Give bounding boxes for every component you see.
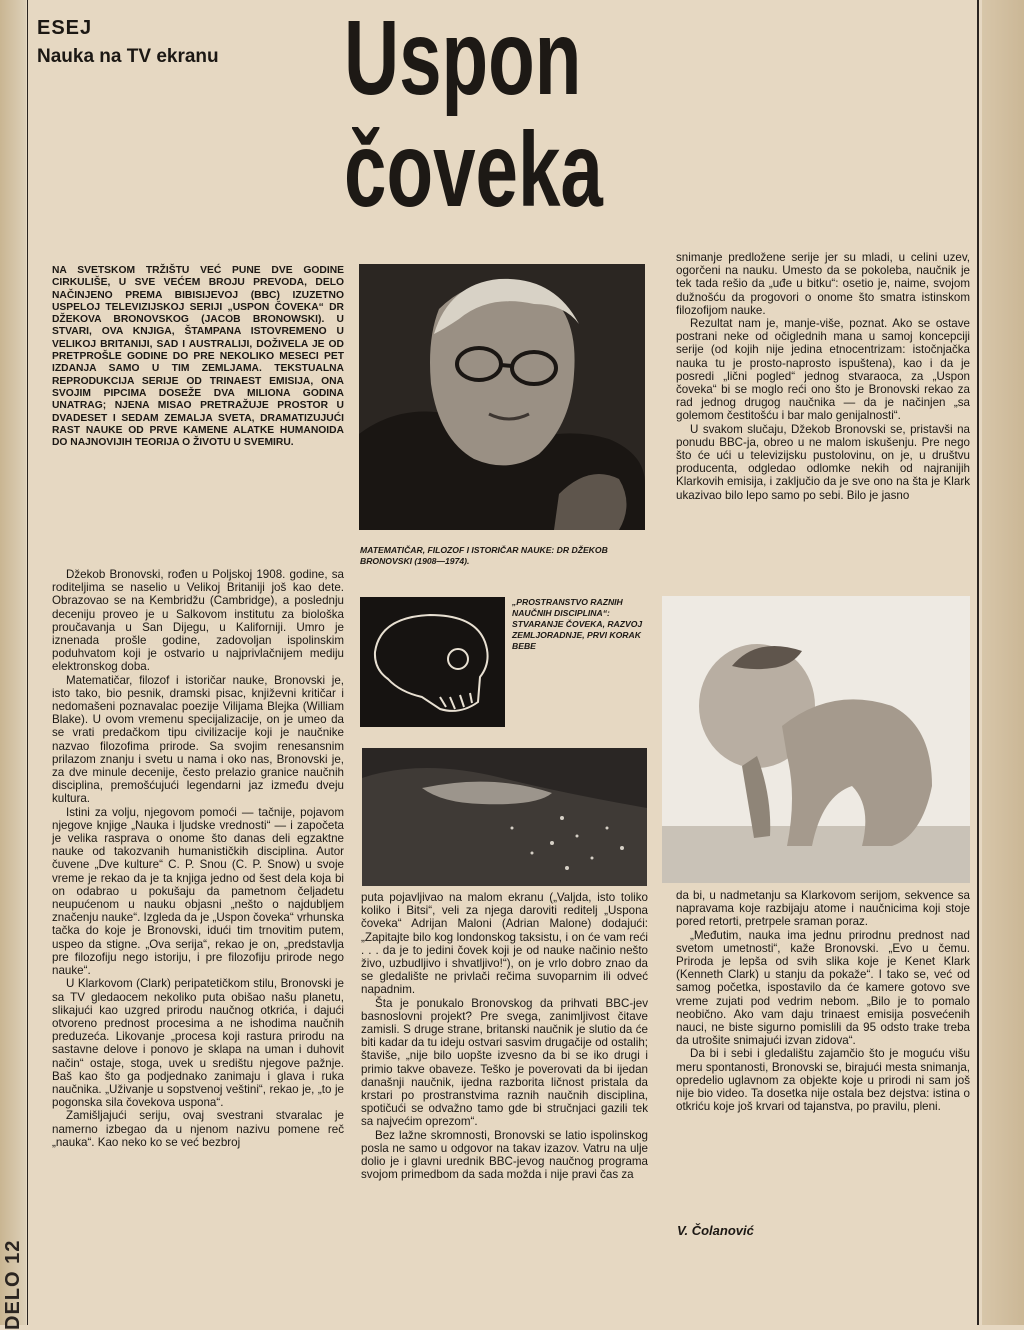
portrait-caption: MATEMATIČAR, FILOZOF I ISTORIČAR NAUKE: DR DŽEKOB BRONOVSKI (1908—1974). [360,545,608,566]
left-rule [27,0,28,1325]
body-column-2 [361,891,648,1181]
right-rule [977,0,979,1325]
skull-drawing-icon [360,597,505,727]
article-headline [344,0,603,229]
paragraph: „Međutim, nauka ima jednu prirodnu prednost nad svetom umetnosti“, kaže Bronovski. „Evo u čemu. Priroda je lepša od svih slika koje je Kenet Klark (Kenneth Clark) u stanju da pokaže“. I tako se, već od samog početka, ispostavilo da će kamere gotovo sve vreme zujati pod vedrim nebom. „Bilo je to pomalo neobično. Ako vam daju trinaest emisija posvećenih nauci, ne biste sigurno pomislili da 95 odsto trake treba da utrošite snimajući izvan zidova“. [676,928,970,1048]
portrait-photo [359,264,645,530]
paragraph: Džekob Bronovski, rođen u Poljskoj 1908. godine, sa roditeljima se naselio u Velikoj Britaniji još kao dete. Obrazovao se na Kembridžu (Cambridge), a poslednju deceniju proveo je u Salkovom institutu za biološka proučavanja u San Dijegu, u Kaliforniji. Umro je iznenada prošle godine, zadovoljan ispolinskim poduhvatom koji je ostvario u najprivlačnijem mediju elektronskog doba. [52,568,344,674]
paragraph: puta pojavljivao na malom ekranu („Valjda, isto toliko koliko i Bitsi“, veli za njega daroviti reditelj „Uspona čoveka“ Adrijan Maloni (Adrian Malone) dodajući: „Zapitajte bilo kog londonskog taksistu, i on će vam reći . . . da je to jedini čovek koji je od nauke načinio nešto živo, uzbudljivo i shvatljivo!“), on je vrlo dobro znao da se gledalište ne privlači rečima suvoparnim ili odveć napadnim. [361,891,648,997]
paragraph: Rezultat nam je, manje-više, poznat. Ako se ostave postrani neke od očiglednih mana u samoj koncepciji serije (od kojih nije jedina etnocentrizam: istočnjačka nauka tu je prosto-naprosto ispuštena), kao i da je posredi „lični pogled“ jednog stvaraoca, za „Uspon čoveka“ bi se moglo reći ono što je Bronovski rekao za rad jednog drugog naučnika — da je načinjen „sa golemom čestitošću i bar malo genijalnosti“. [676,317,970,423]
lead-paragraph: NA SVETSKOM TRŽIŠTU VEĆ PUNE DVE GODINE CIRKULIŠE, U SVE VEĆEM BROJU PREVODA, DELO NAČINJENO PREMA BIBISIJEVOJ (BBC) IZUZETNO USPELOJ TELEVIZIJSKOJ SERIJI „USPON ČOVEKA“ DR DŽEKOVA BRONOVSKOG (JACOB BRONOWSKI). U STVARI, OVA KNJIGA, ŠTAMPANA ISTOVREMENO U VELIKOJ BRITANIJI, SAD I AUSTRALIJI, DOŽIVELA JE OD PRETPROŠLE GODINE DO PRE NEKOLIKO MESECI PET IZDANJA SAMO U TIM ZEMLJAMA. TEKSTUALNA REPRODUKCIJA SERIJE OD TRINAEST EMISIJA, ONA SVOJIM PIPCIMA DOSEŽE DVA MILIONA GODINA UNATRAG; NJENA MISAO PRETRAŽUJE PROSTOR U DVADESET I SEDAM ZEMALJA SVETA, DRAMATIZUJUĆI RAST NAUKE OD PRVE KAMENE ALATKE HUMANOIDA DO NAJNOVIJIH TEORIJA O ŽIVOTU U SVEMIRU. [52,265,344,449]
paragraph: snimanje predložene serije jer su mladi, u celini uzev, ogorčeni na nauku. Umesto da se pokoleba, naučnik je tek tada rešio da „uđe u bitku“: osetio je, naime, svojom dužnošću da progovori o onome što smatra istinskom filozofijom nauke. [676,251,970,317]
headline-line-2: čoveka [344,111,603,229]
paragraph: U svakom slučaju, Džekob Bronovski se, pristavši na ponudu BBC-ja, obreo u ne malom iskušenju. Pre nego što će ući u televizijsku pustolovinu, on je, u društvu producenta, odgledao odlomke nekih od najranijih Klarkovih emisija, i zaključio da je sve ono na šta je Klark ukazivao bilo lepo samo po sebi. Bilo je jasno [676,422,970,502]
body-column-3-top [676,251,970,502]
hand-sand-photo-icon [362,748,647,886]
paragraph: Šta je ponukalo Bronovskog da prihvati BBC-jev basnoslovni projekt? Pre svega, zanimljivost čitave zamisli. S druge strane, britanski naučnik je slutio da će biti kadar da tu ideju ostvari sasvim drugačije od ostalih; štaviše, „nije bilo uopšte izvesno da bi se iko drugi i primio takve obaveze. Teško je poverovati da bi ijedan današnji naučnik, ijedna razborita ličnost pristala da krstari po prostranstvima raznih naučnih disciplina, spotičući se odvažno tamo gde bi stručnjaci gazili tek sa najvećim oprezom“. [361,996,648,1129]
paragraph: da bi, u nadmetanju sa Klarkovom serijom, sekvence sa napravama koje razbijaju atome i naučnicima koji stoje pored retorti, pretrpele sraman poraz. [676,889,970,929]
paragraph: Istini za volju, njegovom pomoći — tačnije, pojavom njegove knjige „Nauka i ljudske vrednosti“ — i započeta je velika rasprava o onome što danas deli egzaktne nauke od takozvanih humanističkih disciplina. Autor čuvene „Dve kulture“ C. P. Snou (C. P. Snow) u svoje vreme je rekao da je ta knjiga jedno od šest dela koja bi on odabrao u pokušaju da pametnom čeljadetu neupućenom u nauku objasni „nešto o najdubljem značenju nauke“. Izgleda da je „Uspon čoveka“ vrhunska tačka do koje je Bronovski, idući tim trnovitim putem, uspeo da stigne. „Ova serija“, rekao je on, „predstavlja pre filozofiju nego istoriju, i pre filozofiju prirode nego nauke“. [52,805,344,978]
paragraph: Zamišljajući seriju, ovaj svestrani stvaralac je namerno izbegao da u njenom nazivu pomene reč „nauka“. Kao neko ko se već bezbroj [52,1109,344,1149]
skull-illustration [360,597,505,727]
section-kicker: ESEJ [37,17,93,39]
body-column-3-bottom [676,889,970,1113]
author-signature: V. Čolanović [677,1223,754,1238]
paragraph: Da bi i sebi i gledalištu zajamčio što je moguću višu meru spontanosti, Bronovski se, birajući mesta snimanja, opredelio uglavnom za objekte koje u prirodi ni sam još nije bio video. Ta dosetka nije ostala bez dejstva: istina o otkriću koje još krvari od tajanstva, po pravilu, pleni. [676,1047,970,1114]
body-column-1 [52,568,344,1149]
section-subkicker: Nauka na TV ekranu [37,46,219,67]
paragraph: U Klarkovom (Clark) peripatetičkom stilu, Bronovski je sa TV gledaocem nekoliko puta obišao našu planetu, slikajući kao uzgred prirodu naučnog otkrića, i dajući otvoreno prednost procesima a ne ishodima naučnih preduzeća. Likovanje „procesa koji rastura prirodu na sastavne delove i ponovo je sklapa na uman i duhovit način“ ostaje, stoga, uvek u središtu njegove pažnje. Baš kao što ga podjednako zanimaju i glava i ruka naučnika. „Uživanje u sopstvenoj veštini“, rekao je, „to je pogonska sila čovekova uspona“. [52,977,344,1110]
crawling-baby-photo [662,596,970,883]
portrait-photo-icon [359,264,645,530]
page-edge-right [982,0,1024,1325]
paragraph: Matematičar, filozof i istoričar nauke, Bronovski je, isto tako, bio pesnik, dramski pisac, književni kritičar i nedomašeni poznavalac poezije Vilijama Blejka (William Blake). U ovom vremenu specijalizacije, on je umeo da se vrati predačkom tipu civilizacije koji je naučnike nazvao filozofima prirode. Sa svojim renesansnim prilazom znanju i svetu u nama i oko nas, Bronovski je, za dve minule decenije, često prelazio granice naučnih disciplina, premošćujući legendarni jaz između dveju kultura. [52,673,344,806]
hand-sand-photo [362,748,647,886]
headline-line-1: Uspon [344,0,582,117]
paragraph: Bez lažne skromnosti, Bronovski se latio ispolinskog posla ne samo u odgovor na takav izazov. Vatru na ulje dolio je i glavni urednik BBC-jevog naučnog programa svojom primedbom da sada možda i nije pravi čas za [361,1128,648,1182]
crawling-baby-photo-icon [662,596,970,883]
spine-label: DELO 12 [2,1239,24,1330]
images-caption: „PROSTRANSTVO RAZNIH NAUČNIH DISCIPLINA“: STVARANJE ČOVEKA, RAZVOJ ZEMLJORADNJE, PRVI KORAK BEBE [512,597,643,651]
